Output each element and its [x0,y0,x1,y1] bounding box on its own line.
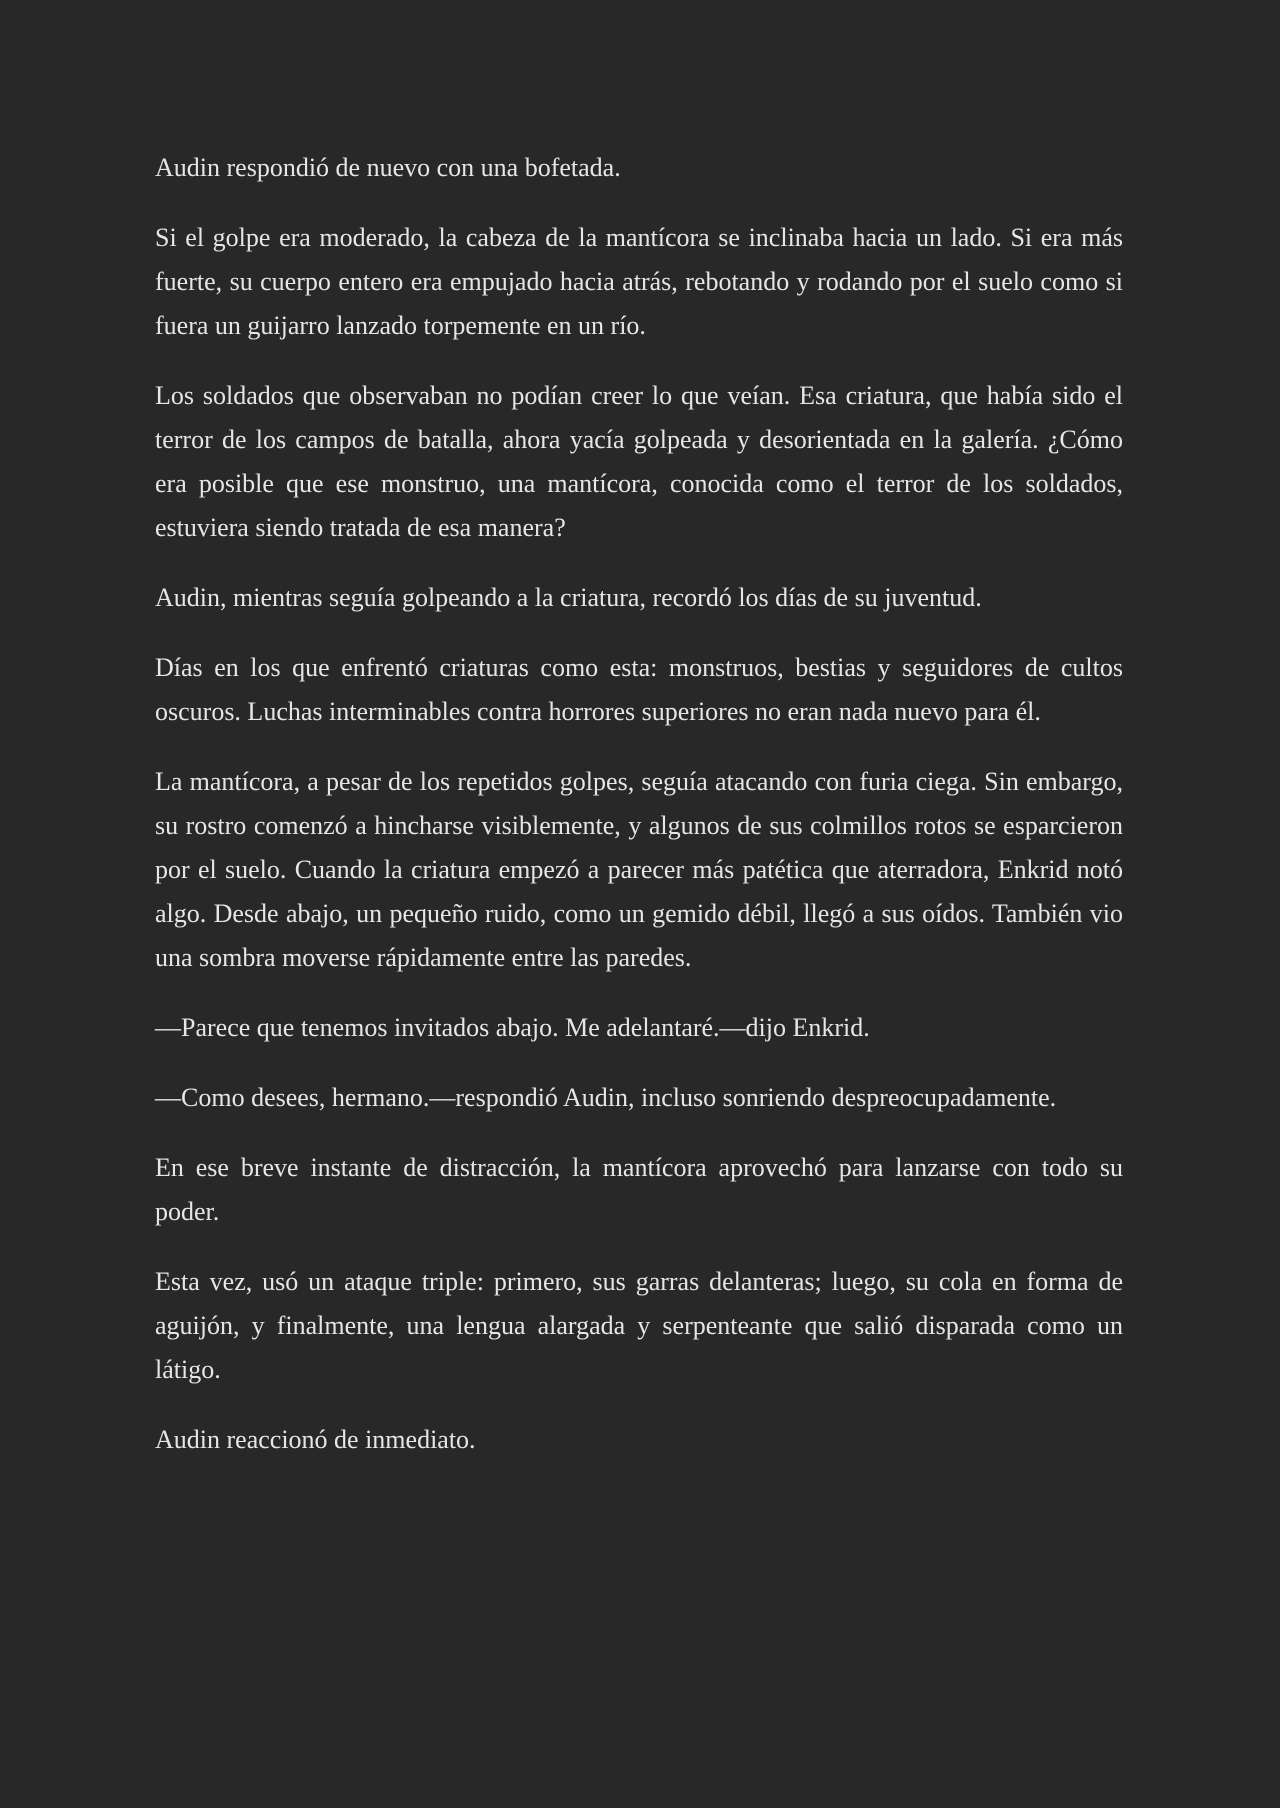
paragraph-4: Audin, mientras seguía golpeando a la criatura, recordó los días de su juventud. [155,583,982,612]
paragraph-1: Audin respondió de nuevo con una bofetada. [155,153,621,182]
paragraph-9: En ese breve instante de distracción, la mantícora aprovechó para lanzarse con todo su poder. [155,1153,1123,1226]
paragraph-7: —Parece que tenemos invitados abajo. Me adelantaré.—dijo Enkrid. [155,1013,870,1042]
paragraph-3: Los soldados que observaban no podían creer lo que veían. Esa criatura, que había sido el terror de los campos de batalla, ahora yacía golpeada y desorientada en la galería. ¿Cómo era posible que ese monstruo, una mantícora, conocida como el terror de los soldados, estuviera siendo tratada de esa manera? [155,381,1123,542]
paragraph-6: La mantícora, a pesar de los repetidos golpes, seguía atacando con furia ciega. Sin embargo, su rostro comenzó a hincharse visiblemente, y algunos de sus colmillos rotos se esparcieron por el suelo. Cuando la criatura empezó a parecer más patética que aterradora, Enkrid notó algo. Desde abajo, un pequeño ruido, como un gemido débil, llegó a sus oídos. También vio una sombra moverse rápidamente entre las paredes. [155,767,1123,972]
paragraph-2: Si el golpe era moderado, la cabeza de la mantícora se inclinaba hacia un lado. Si era más fuerte, su cuerpo entero era empujado hacia atrás, rebotando y rodando por el suelo como si fuera un guijarro lanzado torpemente en un río. [155,223,1123,340]
paragraph-8: —Como desees, hermano.—respondió Audin, incluso sonriendo despreocupadamente. [155,1083,1057,1112]
paragraph-10: Esta vez, usó un ataque triple: primero, sus garras delanteras; luego, su cola en forma de aguijón, y finalmente, una lengua alargada y serpenteante que salió disparada como un látigo. [155,1267,1123,1384]
paragraph-11: Audin reaccionó de inmediato. [155,1425,476,1454]
paragraph-5: Días en los que enfrentó criaturas como esta: monstruos, bestias y seguidores de cultos oscuros. Luchas interminables contra horrores superiores no eran nada nuevo para él. [155,653,1123,726]
reading-page [155,146,1123,1488]
